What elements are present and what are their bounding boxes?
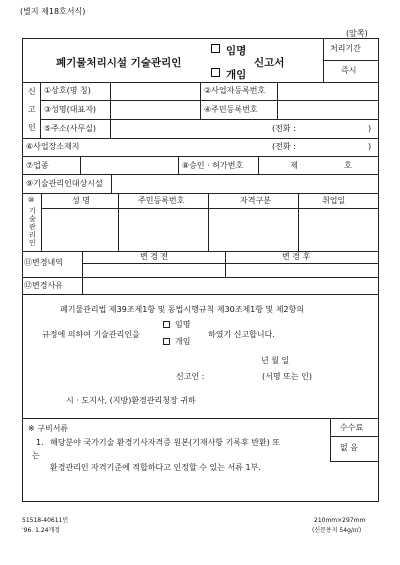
form-code: 51518-40611민	[22, 517, 69, 524]
required-doc-item-number: 1.	[36, 438, 44, 447]
tech-side-2: 술	[29, 215, 36, 223]
representative-field[interactable]	[111, 101, 199, 118]
applicant-side-divider	[40, 82, 41, 138]
site-location-label: ⑥사업장소재지	[26, 142, 80, 151]
title-dismiss-checkbox[interactable]	[211, 68, 220, 77]
approval-no-divider	[258, 156, 259, 174]
required-doc-line3: 환경관리인 자격기준에 적합하다고 인정할 수 있는 서류 1부.	[50, 463, 261, 472]
office-phone-close: )	[368, 124, 372, 133]
declaration-bottom-line	[22, 418, 379, 419]
site-location-field[interactable]	[100, 139, 270, 156]
changes-after-field[interactable]	[227, 264, 377, 276]
decl-dismiss-checkbox[interactable]	[163, 338, 170, 345]
applicant-side-3: 인	[28, 123, 36, 132]
required-doc-line1: 해당분야 국가기술 환경기사자격증 원본(기재사항 기록후 반환) 또	[50, 438, 281, 447]
tech-side-4: 리	[29, 231, 36, 239]
col-header-resident-no: 주민등록번호	[138, 196, 185, 205]
applicant-side-2: 고	[28, 105, 36, 114]
tech-col-divider-2	[208, 193, 209, 251]
tech-col-divider-1	[118, 193, 119, 251]
approval-no-label: ⑧승인 · 허가번호	[182, 161, 244, 170]
fee-bottom-line	[330, 461, 379, 462]
decl-appoint-label: 임명	[175, 320, 191, 329]
page-side-label: (앞쪽)	[346, 29, 368, 38]
form-title-left: 폐기물처리시설 기술관리인	[56, 57, 182, 69]
tech-resident-no-cell[interactable]	[120, 210, 207, 250]
tech-qualification-cell[interactable]	[210, 210, 297, 250]
approval-no-prefix: 제	[290, 161, 298, 170]
site-phone-field[interactable]	[305, 139, 365, 156]
tech-side-5: 인	[29, 239, 36, 247]
office-address-field[interactable]	[111, 120, 271, 137]
tech-side-3: 관	[29, 223, 36, 231]
resident-no-field[interactable]	[278, 101, 377, 118]
change-reason-field[interactable]	[84, 278, 377, 293]
resident-no-label: ④주민등록번호	[204, 105, 258, 114]
processing-mid-line	[323, 60, 378, 61]
changes-before-field[interactable]	[84, 264, 223, 276]
changes-before-label: 변 경 전	[140, 252, 169, 261]
business-type-field[interactable]	[81, 157, 177, 173]
title-dismiss-label: 개임	[226, 69, 247, 81]
applicant-mid-divider	[200, 82, 201, 119]
frame-bottom	[22, 501, 379, 502]
changes-mid-divider	[225, 251, 226, 277]
tech-col-divider-3	[298, 193, 299, 251]
tech-side-num: ⑩	[28, 196, 35, 204]
title-appoint-checkbox[interactable]	[211, 44, 220, 53]
declaration-line2-suffix: 하였기 신고합니다.	[208, 330, 275, 339]
decl-dismiss-label: 개임	[175, 337, 191, 346]
paper-size: 210mm×297mm	[314, 517, 366, 524]
office-phone-label: (전화 :	[272, 124, 296, 133]
reason-divider	[82, 277, 83, 294]
tech-name-cell[interactable]	[43, 210, 117, 250]
representative-label: ③성명(대표자)	[44, 105, 97, 114]
processing-value: 즉시	[341, 66, 357, 75]
reporter-field[interactable]	[212, 369, 252, 383]
form-reference: (별지 제18호서식)	[20, 7, 86, 16]
recipient-line: 시 · 도지사, (지방)환경관리청장 귀하	[66, 396, 196, 405]
tech-side-1: 기	[29, 207, 36, 215]
signature-label: (서명 또는 인)	[262, 372, 312, 381]
col-header-employment-date: 취업일	[322, 196, 346, 205]
fee-label: 수수료	[340, 423, 364, 432]
frame-right	[378, 38, 379, 502]
business-name-label: ①상호(명 칭)	[44, 86, 91, 95]
fee-left-divider	[330, 418, 331, 461]
frame-left	[22, 38, 23, 502]
decl-appoint-checkbox[interactable]	[163, 321, 170, 328]
tech-employment-cell[interactable]	[300, 210, 377, 250]
frame-top	[22, 38, 379, 39]
tech-header-line	[41, 208, 379, 209]
declaration-line2-prefix: 규정에 의하여 기술관리인을	[42, 330, 140, 339]
fee-mid-line	[330, 436, 379, 437]
facility-bottom-line	[22, 193, 379, 194]
paper-spec: (신문용지 54g/㎡)	[312, 527, 362, 534]
col-header-qualification: 자격구분	[240, 196, 271, 205]
changes-after-label: 변 경 후	[282, 252, 311, 261]
declaration-line1: 폐기물관리법 제39조제1항 및 동법시행규칙 제30조제1항 및 제2항의	[60, 305, 305, 314]
declaration-date: 년 월 일	[261, 356, 290, 365]
biz-reg-no-field[interactable]	[278, 83, 377, 99]
business-type-label: ⑦업종	[26, 161, 49, 170]
change-reason-label: ⑫변경사유	[24, 281, 63, 290]
site-phone-label: (전화 :	[272, 142, 296, 151]
office-phone-field[interactable]	[305, 120, 365, 137]
col-header-name: 성 명	[72, 196, 90, 205]
applicant-side-1: 신	[28, 87, 36, 96]
site-phone-close: )	[368, 142, 372, 151]
approval-no-suffix: 호	[344, 161, 352, 170]
revision-date: '96. 1.24개정	[22, 527, 61, 534]
changes-label-divider	[82, 251, 83, 277]
title-appoint-label: 임명	[226, 45, 247, 57]
required-docs-heading: ※ 구비서류	[28, 424, 69, 433]
biz-reg-no-label: ②사업자등록번호	[204, 86, 266, 95]
processing-label: 처리기간	[330, 44, 361, 53]
reporter-label: 신고인 :	[176, 372, 205, 381]
business-name-field[interactable]	[111, 83, 199, 99]
facility-label: ⑨기술관리인대상시설	[26, 179, 103, 188]
reason-bottom-line	[22, 294, 379, 295]
required-doc-line2: 는	[32, 451, 40, 460]
form-title-right: 신고서	[254, 57, 285, 69]
approval-no-field[interactable]	[302, 157, 338, 173]
tech-bottom-line	[22, 251, 379, 252]
tech-side-divider	[41, 193, 42, 251]
facility-field[interactable]	[112, 175, 377, 192]
changes-label: ⑪변경내역	[24, 258, 63, 267]
approval-divider	[178, 156, 179, 174]
fee-value: 없 음	[340, 443, 358, 452]
office-address-label: ⑤주소(사무실)	[44, 124, 97, 133]
